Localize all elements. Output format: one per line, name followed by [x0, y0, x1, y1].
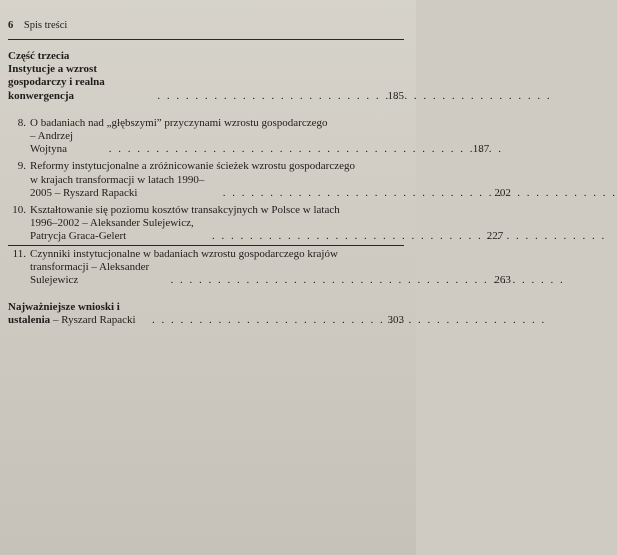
- dot-leader: [171, 274, 487, 287]
- part-title: Instytucje a wzrost gospodarczy i realna konwergencja: [8, 63, 105, 102]
- toc-entry: [8, 247, 511, 288]
- entry-author-line: 1996–2002 – Aleksander Sulejewicz, Patrycja Graca-Gelert: [30, 217, 194, 243]
- dot-leader: [223, 187, 487, 200]
- entry-number: 11.: [12, 247, 26, 260]
- part-label: Część trzecia: [8, 50, 70, 62]
- final-page: 303: [387, 314, 404, 327]
- header-page-number: 6: [8, 20, 14, 31]
- part-title-row: [8, 63, 404, 103]
- dot-leader: [212, 230, 479, 243]
- final-title: Najważniejsze wnioski i ustalenia: [8, 301, 120, 327]
- entry-page: 202: [494, 186, 511, 199]
- dot-leader: [109, 143, 466, 156]
- entry-title-line: O badaniach nad „głębszymi” przyczynami wzrostu gospodarczego: [30, 116, 328, 129]
- top-rule: [8, 39, 404, 40]
- entry-number: 10.: [12, 204, 26, 217]
- entry-author-line: transformacji – Aleksander Sulejewicz: [30, 260, 150, 287]
- dot-leader: [157, 90, 380, 103]
- entry-title-line: Reformy instytucjonalne a zróżnicowanie ścieżek wzrostu gospodarczego: [30, 160, 355, 173]
- entry-page: 227: [486, 230, 504, 243]
- entry-author-line: w krajach transformacji w latach 1990–2005 – Ryszard Rapacki: [30, 173, 205, 199]
- entry-author-line: – Andrzej Wojtyna: [30, 130, 74, 156]
- entry-page: 187: [472, 143, 490, 156]
- entry-number: 8.: [17, 116, 26, 129]
- final-author: – Ryszard Rapacki: [52, 314, 136, 327]
- toc-entry: [8, 116, 490, 157]
- bottom-rule: [8, 245, 404, 246]
- entry-number: 9.: [17, 160, 26, 173]
- part-page: 185: [387, 89, 404, 102]
- final-entry: [8, 301, 404, 327]
- dot-leader: [152, 314, 380, 327]
- running-header: [8, 20, 67, 31]
- header-title: Spis treści: [23, 20, 68, 31]
- table-of-contents: [8, 50, 511, 328]
- toc-entry: [8, 204, 504, 244]
- entry-page: 263: [494, 274, 511, 287]
- entry-title-line: Czynniki instytucjonalne w badaniach wzrostu gospodarczego krajów: [30, 247, 338, 260]
- entry-title-line: Kształtowanie się poziomu kosztów transakcyjnych w Polsce w latach: [30, 204, 340, 217]
- toc-entry: [8, 160, 511, 200]
